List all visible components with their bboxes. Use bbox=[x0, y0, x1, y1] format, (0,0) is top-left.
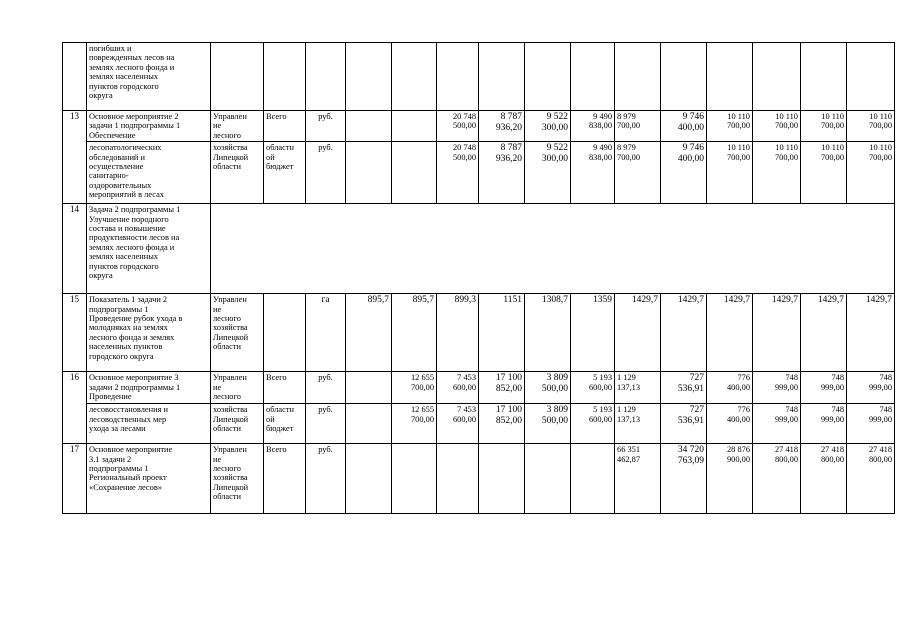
value-cell: 8 979 700,00 bbox=[615, 111, 661, 142]
row-unit: руб. bbox=[306, 142, 346, 204]
value-cell: 776 400,00 bbox=[707, 372, 753, 404]
value-cell: 1429,7 bbox=[615, 294, 661, 372]
value-cell: 748 999,00 bbox=[753, 404, 801, 444]
row-executor: Управлен ие лесного bbox=[211, 372, 264, 404]
value-cell: 10 110 700,00 bbox=[707, 142, 753, 204]
value-cell: 17 100 852,00 bbox=[479, 404, 525, 444]
value-cell: 10 110 700,00 bbox=[847, 111, 895, 142]
value-cell: 748 999,00 bbox=[753, 372, 801, 404]
value-cell: 748 999,00 bbox=[801, 372, 847, 404]
row-name: лесопатологических обследований и осуществление санитарно- оздоровительных мероприятий в лесах bbox=[87, 142, 211, 204]
value-cell: 748 999,00 bbox=[801, 404, 847, 444]
row-name: Основное мероприятие 3 задачи 2 подпрограммы 1 Проведение bbox=[87, 372, 211, 404]
value-cell: 899,3 bbox=[437, 294, 479, 372]
row-number: 14 bbox=[63, 204, 87, 294]
row-executor: хозяйства Липецкой области bbox=[211, 404, 264, 444]
value-cell: 27 418 800,00 bbox=[847, 444, 895, 514]
table-row-16a bbox=[63, 372, 895, 404]
row-unit: руб. bbox=[306, 444, 346, 514]
value-cell: 1429,7 bbox=[753, 294, 801, 372]
value-cell: 27 418 800,00 bbox=[753, 444, 801, 514]
value-cell: 727 536,91 bbox=[661, 372, 707, 404]
value-cell: 1151 bbox=[479, 294, 525, 372]
value-cell: 895,7 bbox=[346, 294, 392, 372]
value-cell: 20 748 500,00 bbox=[437, 142, 479, 204]
value-cell: 727 536,91 bbox=[661, 404, 707, 444]
value-cell: 748 999,00 bbox=[847, 372, 895, 404]
value-cell: 748 999,00 bbox=[847, 404, 895, 444]
row-number: 13 bbox=[63, 111, 87, 204]
row-name: Основное мероприятие 2 задачи 1 подпрограммы 1 Обеспечение bbox=[87, 111, 211, 142]
value-cell: 9 490 838,00 bbox=[571, 111, 615, 142]
row-unit: руб. bbox=[306, 111, 346, 142]
value-cell: 12 655 700,00 bbox=[392, 404, 437, 444]
value-cell: 66 351 462,87 bbox=[615, 444, 661, 514]
value-cell: 3 809 500,00 bbox=[525, 372, 571, 404]
row-name: погибших и поврежденных лесов на землях лесного фонда и землях населенных пунктов городского округа bbox=[87, 43, 211, 111]
row-source: областн ой бюджет bbox=[264, 404, 306, 444]
value-cell: 9 522 300,00 bbox=[525, 111, 571, 142]
row-executor: Управлен ие лесного хозяйства Липецкой области bbox=[211, 294, 264, 372]
indicators-table bbox=[62, 42, 895, 514]
row-source: Всего bbox=[264, 111, 306, 142]
value-cell: 8 787 936,20 bbox=[479, 111, 525, 142]
value-cell: 12 655 700,00 bbox=[392, 372, 437, 404]
value-cell: 28 876 900,00 bbox=[707, 444, 753, 514]
value-cell: 9 490 838,00 bbox=[571, 142, 615, 204]
value-cell: 27 418 800,00 bbox=[801, 444, 847, 514]
value-cell: 34 720 763,09 bbox=[661, 444, 707, 514]
value-cell: 10 110 700,00 bbox=[753, 142, 801, 204]
value-cell: 20 748 500,00 bbox=[437, 111, 479, 142]
row-number: 17 bbox=[63, 444, 87, 514]
value-cell: 7 453 600,00 bbox=[437, 404, 479, 444]
value-cell: 895,7 bbox=[392, 294, 437, 372]
value-cell: 9 746 400,00 bbox=[661, 142, 707, 204]
row-executor: хозяйства Липецкой области bbox=[211, 142, 264, 204]
value-cell: 8 979 700,00 bbox=[615, 142, 661, 204]
value-cell: 7 453 600,00 bbox=[437, 372, 479, 404]
value-cell: 3 809 500,00 bbox=[525, 404, 571, 444]
value-cell: 776 400,00 bbox=[707, 404, 753, 444]
table-row-continuation bbox=[63, 43, 895, 111]
row-name: Основное мероприятие 3.1 задачи 2 подпрограммы 1 Региональный проект «Сохранение лесов» bbox=[87, 444, 211, 514]
row-source: Всего bbox=[264, 444, 306, 514]
value-cell: 1429,7 bbox=[707, 294, 753, 372]
row-number: 16 bbox=[63, 372, 87, 444]
row-name: лесовосстановления и лесоводственных мер ухода за лесами bbox=[87, 404, 211, 444]
value-cell: 1 129 137,13 bbox=[615, 404, 661, 444]
row-source: Всего bbox=[264, 372, 306, 404]
row-name: Показатель 1 задачи 2 подпрограммы 1 Проведение рубок ухода в молодняках на землях лесного фонда и землях населенных пунктов городского округа bbox=[87, 294, 211, 372]
table-row-13a bbox=[63, 111, 895, 142]
table-row-14 bbox=[63, 204, 895, 294]
value-cell: 10 110 700,00 bbox=[707, 111, 753, 142]
value-cell: 8 787 936,20 bbox=[479, 142, 525, 204]
value-cell: 1308,7 bbox=[525, 294, 571, 372]
row-unit: руб. bbox=[306, 404, 346, 444]
value-cell: 9 522 300,00 bbox=[525, 142, 571, 204]
value-cell: 10 110 700,00 bbox=[847, 142, 895, 204]
value-cell: 9 746 400,00 bbox=[661, 111, 707, 142]
table-row-17 bbox=[63, 444, 895, 514]
value-cell: 1429,7 bbox=[801, 294, 847, 372]
value-cell: 10 110 700,00 bbox=[801, 111, 847, 142]
value-cell: 1 129 137,13 bbox=[615, 372, 661, 404]
value-cell: 10 110 700,00 bbox=[753, 111, 801, 142]
value-cell: 5 193 600,00 bbox=[571, 372, 615, 404]
value-cell: 1429,7 bbox=[661, 294, 707, 372]
row-unit: руб. bbox=[306, 372, 346, 404]
row-number: 15 bbox=[63, 294, 87, 372]
row-unit: га bbox=[306, 294, 346, 372]
table-row-13b bbox=[63, 142, 895, 204]
row-executor: Управлен ие лесного bbox=[211, 111, 264, 142]
table-row-15 bbox=[63, 294, 895, 372]
value-cell: 10 110 700,00 bbox=[801, 142, 847, 204]
value-cell: 17 100 852,00 bbox=[479, 372, 525, 404]
value-cell: 1359 bbox=[571, 294, 615, 372]
row-name: Задача 2 подпрограммы 1 Улучшение породного состава и повышение продуктивности лесов на землях лесного фонда и землях населенных пунктов городского округа bbox=[87, 204, 211, 294]
row-executor: Управлен ие лесного хозяйства Липецкой области bbox=[211, 444, 264, 514]
value-cell: 1429,7 bbox=[847, 294, 895, 372]
value-cell: 5 193 600,00 bbox=[571, 404, 615, 444]
table-row-16b bbox=[63, 404, 895, 444]
row-source: областн ой бюджет bbox=[264, 142, 306, 204]
